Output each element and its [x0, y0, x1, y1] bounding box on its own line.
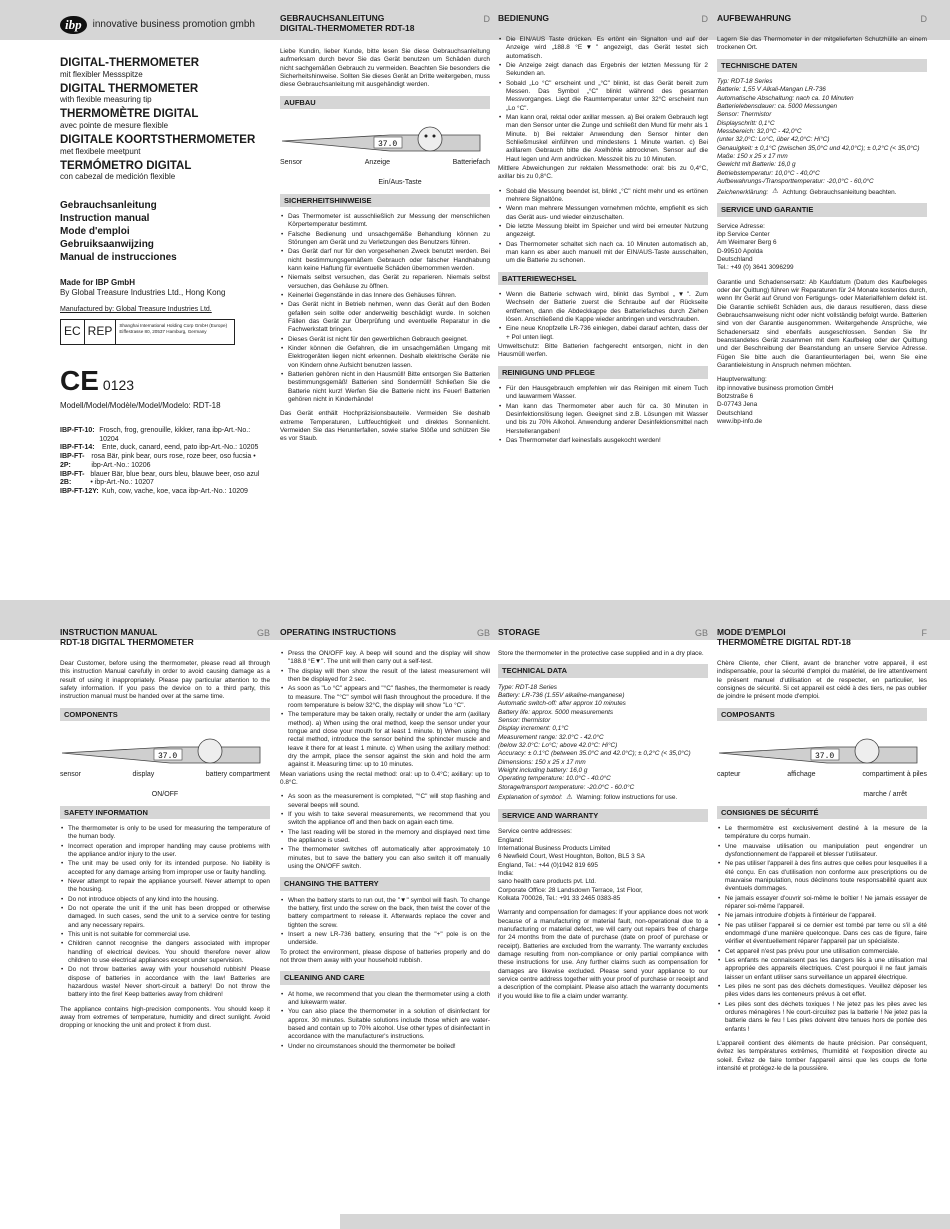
de-clean-item: • Für den Hausgebrauch empfehlen wir das Reinigen mit einem Tuch und lauwarmem Wasser. — [506, 385, 708, 402]
thermometer-diagram — [280, 115, 490, 175]
de-safety-item: • Batterien gehören nicht in den Hausmüll! Bitte entsorgen Sie Batterien bestimmungsgemäß! Batterien sind Sondermüll! Schließen Sie die Batterie nicht kurz! Werfen Sie die Batterie nicht ins Feuer! Batterien gehören nicht in Kinderhände! — [288, 371, 490, 404]
en-operation-item: • The temperature may be taken orally, rectally or under the arm (axillary method). a) When using the oral method, keep the sensor under your tongue and close your mouth for at least 1 minute. b) When using the rectal method, introduce the sensor behind the sphincter muscle and leave it there for at least 1 minute. c) When using the axillary method: dry the armpit, place the sensor against the skin and hold the arm against it. Measuring time: up to 10 minutes. — [288, 711, 490, 769]
en-safety-item: • Children cannot recognise the dangers associated with improper handling of electrical devices. You should therefore never allow children to use electrical appliances except under supervision. — [68, 940, 270, 965]
en-safety-item: • Do not operate the unit if the unit has been dropped or otherwise damaged. In such cases, send the unit to a service centre for testing and any necessary repairs. — [68, 905, 270, 930]
en-operation-item: • Press the ON/OFF key. A beep will sound and the display will show "188.8 °E▼". The unit will then carry out a self-test. — [288, 650, 490, 667]
en-safety-item: • The thermometer is only to be used for measuring the temperature of the human body. — [68, 825, 270, 842]
lang-letter: GB — [256, 628, 270, 638]
de-hq-line: Botzstraße 6 — [717, 392, 754, 400]
de-tech-line: Genauigkeit: ± 0,1°C (zwischen 35,0°C und 42,0°C); ± 0,2°C (< 35,0°C) — [717, 144, 920, 152]
en-service-line: Corporate Office: 28 Landsdown Terrace, 1st Floor, — [498, 886, 643, 894]
de-bedienung-title: BEDIENUNG — [498, 13, 550, 23]
en-store: Store the thermometer in the protective case supplied and in a dry place. — [498, 650, 704, 657]
lang-letter: D — [483, 14, 490, 24]
de-service-line: D-99510 Apolda — [717, 247, 763, 255]
model-row — [60, 488, 260, 497]
de-battery-item: • Eine neue Knopfzelle LR-736 einlegen, dabei darauf achten, dass der + Pol unten liegt. — [506, 325, 708, 342]
en-tech-line: Operating temperature: 10.0°C - 40.0°C — [498, 775, 611, 783]
de-tech-line: Betriebstemperatur: 10,0°C - 40,0°C — [717, 169, 820, 177]
en-clean-heading: CLEANING AND CARE — [280, 971, 490, 984]
model-code: IBP-FT-12Y: — [60, 488, 99, 496]
en-operation-item: • If you wish to take several measurements, we recommend that you switch the appliance off and then back on again each time. — [288, 811, 490, 828]
en-service-line: International Business Products Limited — [498, 844, 611, 852]
de-tech-line: Automatische Abschaltung: nach ca. 10 Minuten — [717, 94, 854, 102]
de-safety-item: • Falsche Bedienung und unsachgemäße Behandlung können zu Störungen am Gerät und zu Verletzungen des Benutzers führen. — [288, 231, 490, 248]
manual-language: Instruction manual — [60, 213, 150, 225]
brand-logo — [60, 16, 255, 34]
en-tech-line: Weight including battery: 16,0 g — [498, 766, 588, 774]
fr-safety-item: • Le thermomètre est exclusivement destiné à la mesure de la température du corps humain. — [725, 825, 927, 842]
en-service-line: Service centre addresses: — [498, 828, 572, 836]
en-tech-line: Storage/transport temperature: -20.0°C - 60.0°C — [498, 783, 635, 791]
fr-title: MODE D'EMPLOI THERMOMÈTRE DIGITAL RDT-18 — [717, 627, 851, 647]
de-operation-item: • Die letzte Messung bleibt im Speicher und wird bei erneuter Nutzung angezeigt. — [506, 223, 708, 240]
fr-safety-item: • Ne pas utiliser l'appareil à des fins autres que celles pour lesquelles il a été conçu. En cas d'utilisation non conforme aux prescriptions ou de mauvaise manipulation, nous déclinons toute responsabilité quant aux éventuels dommages. — [725, 860, 927, 893]
fr-safety-item: • Cet appareil n'est pas prévu pour une utilisation commerciale. — [725, 948, 927, 956]
subtitle-line: avec pointe de mesure flexible — [60, 120, 169, 130]
de-hq-line: Hauptverwaltung: — [717, 376, 767, 384]
label-display: affichage — [787, 770, 816, 778]
en-title: INSTRUCTION MANUAL RDT-18 DIGITAL THERMOMETER — [60, 627, 194, 647]
subtitle-line: con cabezal de medición flexible — [60, 172, 176, 182]
de-safety-item: • Kinder können die Gefahren, die im unsachgemäßen Umgang mit Elektrogeräten liegen nicht erkennen. Deshalb elektrische Geräte nie von Kindern ohne Aufsicht benutzen lassen. — [288, 345, 490, 370]
label-battery: Batteriefach — [452, 158, 490, 166]
de-tech-line: Aufbewahrungs-/Transporttemperatur: -20,0°C - 60,0°C — [717, 177, 874, 185]
label-display: Anzeige — [364, 158, 391, 166]
warning-icon: ⚠ — [772, 188, 779, 196]
en-operation-item: • The thermometer switches off automatically after approximately 10 minutes, but to save the battery you can also switch it off manually using the ON/OFF switch. — [288, 846, 490, 871]
de-intro: Liebe Kundin, lieber Kunde, bitte lesen Sie diese Gebrauchsanleitung aufmerksam durch bevor Sie das Gerät benutzen um Schäden durch nicht sachgemäßen Gebrauch zu vermeiden. Beachten Sie besonders die Sicherheitshinweise. Sollten Sie dieses Gerät an Dritte weitergeben, muss diese Gebrauchsanleitung mit ausgehändigt werden. — [280, 48, 490, 89]
en-tech-line: Display increment: 0,1°C — [498, 725, 569, 733]
en-tech-line: Dimensions: 150 x 25 x 17 mm — [498, 758, 586, 766]
de-safety-heading: SICHERHEITSHINWEISE — [280, 194, 490, 207]
display-readout: 37.0 — [158, 752, 178, 762]
en-service-line: 6 Newfield Court, West Houghton, Bolton, BL5 3 SA — [498, 853, 645, 861]
subtitle-line: mit flexibler Messspitze — [60, 69, 143, 79]
de-col-2 — [280, 14, 490, 444]
de-aufbau-heading: AUFBAU — [280, 96, 490, 109]
lang-letter: GB — [694, 628, 708, 638]
bottom-band — [340, 1214, 950, 1229]
title-line: DIGITALE KOORTSTHERMOMETER — [60, 133, 256, 146]
de-safety-item: • Niemals selbst versuchen, das Gerät zu reparieren. Niemals selbst versuchen, das Gehäuse zu öffnen. — [288, 274, 490, 291]
de-tech-line: (unter 32,0°C: Lo°C, über 42,0°C: Hi°C) — [717, 136, 830, 144]
en-col-1 — [60, 628, 270, 1031]
fr-safety-item: • Une mauvaise utilisation ou manipulation peut engendrer un dysfonctionnement de l'appareil et blesser l'utilisateur. — [725, 843, 927, 860]
en-service-line: England, Tel.: +44 (0)1942 819 695 — [498, 861, 598, 869]
de-env: Umweltschutz: Bitte Batterien fachgerecht entsorgen, nicht in den Hausmüll werfen. — [498, 342, 708, 359]
en-service-line: Kolkata 700026, Tel.: +91 33 2465 0383-85 — [498, 894, 621, 902]
de-service-line: Am Weimarer Berg 6 — [717, 239, 777, 247]
de-outro: Das Gerät enthält Hochpräzisionsbauteile. Vermeiden Sie deshalb extreme Temperaturen, Luftfeuchtigkeit und direktes Sonnenlicht. Vermeiden Sie das Herunterfallen, sowie starke Stöße und schützen Sie es vor Staub. — [280, 410, 490, 443]
de-safety-item: • Das Thermometer ist ausschließlich zur Messung der menschlichen Körpertemperatur bestimmt. — [288, 213, 490, 230]
label-display: display — [132, 770, 155, 778]
display-readout: 37.0 — [378, 140, 398, 150]
en-service-line: England: — [498, 836, 524, 844]
de-operation-item: • Man kann oral, rektal oder axillar messen. a) Bei oralem Gebrauch legt man den Sensor unter die Zunge und schließt den Mund für mehr als 1 Minute. b) Bei rektaler Anwendung den Sensor hinter den Schließmuskel einführen und mindestens 1 Minute warten. c) Bei axillarem Gebrauch bitte die Axelhöhle abtrocknen. Sensor auf die Haut legen und Arm andrücken. Messzeit bis zu 10 Minuten. — [506, 114, 708, 164]
title-line: DIGITAL-THERMOMETER — [60, 57, 200, 69]
de-tech-line: Displayschritt: 0,1°C — [717, 119, 775, 127]
fr-safety-item: • Ne jamais essayer d'ouvrir soi-même le boîtier ! Ne jamais essayer de réparer soi-même l'appareil. — [725, 895, 927, 912]
de-hq-line: www.ibp-info.de — [717, 417, 763, 425]
ec-rep-address: Shanghai International Holding Corp GmbH (Europe) Eiffestrasse 80, 20537 Hamburg, Germany — [119, 322, 228, 334]
de-storage-title: AUFBEWAHRUNG — [717, 13, 792, 23]
label-onoff: ON/OFF — [151, 791, 179, 799]
en-safety-item: • Never attempt to repair the appliance yourself. Never attempt to open the housing. — [68, 878, 270, 895]
de-clean-item: • Man kann das Thermometer aber auch für ca. 30 Minuten in Desinfektionslösung legen. Geeignet sind z.B. Lösungen mit Wasser und bis zu 70% Alkohol. Anwendung anderer Desinfektionsmittel nach Herstellerangaben! — [506, 403, 708, 436]
fr-col — [717, 628, 927, 1073]
en-safety-heading: SAFETY INFORMATION — [60, 806, 270, 819]
en-battery-item: • When the battery starts to run out, the "▼" symbol will flash. To change the battery, first undo the screw on the back, then twist the cover of the battery compartment to release it. Afterwards replace the cover and tighten the screw. — [288, 897, 490, 930]
ec-rep-box — [60, 319, 235, 345]
thermometer-diagram — [60, 727, 270, 787]
de-operation-item: • Sobald „Lo °C" erscheint und „°C" blinkt, ist das Gerät bereit zum Messen. Das Symbol „°C" blinkt während des gesamten Messvorganges. Liegt die Raumtemperatur unter 32°C erscheint nun „Lo °C". — [506, 80, 708, 113]
ec-label: EC — [61, 320, 85, 344]
de-service-line: Service Adresse: — [717, 222, 765, 230]
fr-safety-heading: CONSIGNES DE SÉCURITÉ — [717, 806, 927, 819]
en-intro: Dear Customer, before using the thermometer, please read all through this instruction Manual carefully in order to avoid causing damage as a result of using it inappropriately. Please pay particular attention to the safety information. If you pass the device on to a third party, this instruction manual must be handed over at the same time. — [60, 660, 270, 701]
en-safety-item: • Incorrect operation and improper handling may cause problems with the appliance and/or injury to the user. — [68, 843, 270, 860]
de-safety-item: • Das Gerät nicht in Betrieb nehmen, wenn das Gerät auf den Boden gefallen sein sollte oder anderweitig beschädigt wurde. In solchen Fällen das Gerät zur Überprüfung und eventuelle Reparatur in die Fachwerkstatt bringen. — [288, 301, 490, 334]
made-for: Made for IBP GmbH — [60, 278, 135, 288]
de-achtung: Achtung: Gebrauchsanleitung beachten. — [782, 188, 897, 196]
label-battery: battery compartment — [205, 770, 270, 778]
de-tech-line: Batterielebensdauer: ca. 5000 Messungen — [717, 103, 838, 111]
thermometer-diagram — [717, 727, 927, 787]
en-tech-line: Sensor: thermistor — [498, 717, 551, 725]
manual-language: Manual de instrucciones — [60, 252, 177, 264]
de-safety-item: • Keinerlei Gegenstände in das Innere des Gehäuses führen. — [288, 292, 490, 300]
lang-letter: D — [701, 14, 708, 24]
model-desc: blauer Bär, blue bear, ours bleu, blauwe beer, oso azul • ibp-Art.-No.: 10207 — [90, 470, 260, 487]
model-row — [60, 471, 260, 489]
de-clean-item: • Das Thermometer darf keinesfalls ausgekocht werden! — [506, 437, 708, 445]
en-clean-item: • You can also place the thermometer in a solution of disinfectant for approx. 30 minutes. Suitable solutions include those which are water-based and contain up to 70% alcohol. Use other types of disinfectant in accordance with the manufacturer's instructions. — [288, 1008, 490, 1041]
de-safety-item: • Dieses Gerät ist nicht für den gewerblichen Gebrauch geeignet. — [288, 336, 490, 344]
de-operation-item: • Wenn man mehrere Messungen vornehmen möchte, empfiehlt es sich das Gerät aus- und wieder einzuschalten. — [506, 205, 708, 222]
de-garantie: Garantie und Schadensersatz: Ab Kaufdatum (Datum des Kaufbeleges oder der Quittung) führen wir Reparaturen für 24 Monate kostenlos durch, wenn Ihr Gerät auf Grund von Fertigungs- oder Materialfehlern defekt ist. Die Garantie schließt Schäden aus, die daraus resultieren, dass diese Gebrauchsanweisung nicht oder nicht vollständig befolgt wurde. Batterien sind von der Garantie ausgenommen. Weitergehende Ansprüche, wie Schadenersatz sind ebenfalls ausgeschlossen. Senden Sie Ihr beanstandetes Gerät zusammen mit dem Kaufbeleg oder der Quittung und der Beschreibung der Beanstandung an unsere Service Adresse. Fügen Sie bitte auch die Garantieunterlagen bei, wenn Sie eine Garantieleistung in Anspruch nehmen möchten. — [717, 278, 927, 369]
fr-safety-item: • Les piles ne sont pas des déchets domestiques. Veuillez déposer les piles vides dans les conteneurs prévus à cet effet. — [725, 983, 927, 1000]
label-onoff: marche / arrêt — [863, 791, 907, 799]
en-storage-title: STORAGE — [498, 627, 540, 637]
subtitle-line: with flexible measuring tip — [60, 95, 152, 105]
de-operation-item: • Die EIN/AUS Taste drücken. Es ertönt ein Signalton und auf der Anzeige wird „188.8 °E▼" angezeigt, das Gerät testet sich automatisch. — [506, 36, 708, 61]
lang-letter: F — [921, 628, 927, 638]
de-service-line: Deutschland — [717, 255, 753, 263]
rep-label: REP — [85, 320, 117, 344]
made-by: By Global Treasure Industries Ltd., Hong Kong — [60, 288, 226, 298]
en-col-3 — [498, 628, 708, 1001]
fr-outro: L'appareil contient des éléments de haute précision. Par conséquent, évitez les températures extrêmes, l'humidité et l'exposition directe au soleil. Évitez de faire tomber l'appareil ainsi que les coups de forte intensité et protégez-le de la poussière. — [717, 1040, 927, 1072]
de-battery-item: • Wenn die Batterie schwach wird, blinkt das Symbol „▼". Zum Wechseln der Batterie zuerst die Schraube auf der Rückseite entfernen, dann die Abdeckkappe des Batteriefaches durch Ziehen lösen. Anschließend die Kappe wieder anbringen und verschrauben. — [506, 291, 708, 324]
model-desc: Frosch, frog, grenouille, kikker, rana ibp-Art.-No.: 10204 — [99, 426, 251, 443]
en-operation-item: • As soon as the measurement is completed, "°C" will stop flashing and several beeps will sound. — [288, 793, 490, 810]
en-mid: Mean variations using the rectal method: oral: up to 0.4°C; axillary: up to 0.8°C. — [280, 770, 490, 786]
de-operation-item: • Die Anzeige zeigt danach das Ergebnis der letzten Messung für 2 Sekunden an. — [506, 62, 708, 79]
de-service-line: ibp Service Center — [717, 230, 770, 238]
lang-letter: GB — [476, 628, 490, 638]
manual-language: Gebruiksaanwijzing — [60, 239, 154, 251]
de-mid: Mittlere Abweichungen zur rektalen Messmethode: oral: bis zu 0,4°C, axillar bis zu 0,8°C. — [498, 164, 708, 181]
en-tech-line: Automatic switch-off: after approx 10 minutes — [498, 700, 626, 708]
subtitle-line: met flexibele meetpunt — [60, 146, 141, 156]
en-outro: The appliance contains high-precision components. You should keep it away from extremes of temperature, humidity and direct sunlight. Avoid dropping or knocking the unit and protect it from dust. — [60, 1005, 270, 1030]
fr-components-heading: COMPOSANTS — [717, 708, 927, 721]
en-env: To protect the environment, please dispose of batteries properly and do not throw them away with your household rubbish. — [280, 948, 490, 964]
de-batt-heading: BATTERIEWECHSEL — [498, 272, 708, 285]
de-tech-line: Gewicht mit Batterie: 16,0 g — [717, 161, 796, 169]
manufactured-by: Manufactured by: Global Treasure Industries Ltd. — [60, 306, 212, 314]
fr-safety-item: • Ne jamais introduire d'objets à l'intérieur de l'appareil. — [725, 912, 927, 920]
en-safety-item: • The unit may be used only for its intended purpose. No liability is accepted for any damage arising from improper use or faulty handling. — [68, 860, 270, 877]
de-col-4 — [717, 14, 927, 426]
label-sensor: Sensor — [280, 158, 303, 166]
de-hq-line: D-07743 Jena — [717, 401, 758, 409]
de-tech-line: Typ: RDT-18 Series — [717, 78, 773, 86]
label-sensor: sensor — [60, 770, 82, 778]
de-store: Lagern Sie das Thermometer in der mitgelieferten Schutzhülle an einem trockenen Ort. — [717, 36, 927, 52]
ce-number: 0123 — [102, 377, 135, 394]
manual-language: Mode d'emploi — [60, 226, 130, 238]
en-tech-line: Battery: LR-736 (1.55V alkaline-manganese) — [498, 692, 625, 700]
cover-panel — [60, 57, 260, 497]
en-clean-item: • At home, we recommend that you clean the thermometer using a cloth and lukewarm water. — [288, 991, 490, 1008]
ibp-logo: ibp — [60, 16, 87, 34]
en-safety-item: • This unit is not suitable for commercial use. — [68, 931, 270, 939]
en-components-heading: COMPONENTS — [60, 708, 270, 721]
model-code: IBP-FT-2P: — [60, 453, 85, 469]
en-clean-item: • Under no circumstances should the thermometer be boiled! — [288, 1043, 490, 1051]
title-line: THERMOMÈTRE DIGITAL — [60, 108, 199, 121]
en-zeichen: Explanation of symbol: — [498, 794, 563, 802]
de-tech-line: Batterie: 1,55 V Alkali-Mangan LR-736 — [717, 86, 826, 94]
en-tech-line: Battery life: approx. 5000 measurements — [498, 708, 614, 716]
title-line: TERMÓMETRO DIGITAL — [60, 159, 192, 172]
model-desc: rosa Bär, pink bear, ours rose, roze beer, oso fucsia • ibp-Art.-No.: 10206 — [91, 453, 256, 469]
model-row — [60, 453, 260, 471]
en-batt-heading: CHANGING THE BATTERY — [280, 877, 490, 890]
en-achtung: Warning: follow instructions for use. — [576, 794, 678, 802]
fr-safety-item: • Ne pas utiliser l'appareil si ce dernier est tombé par terre ou s'il a été endommagé d'une manière quelconque. Dans ces cas de figure, faire vérifier et éventuellement réparer l'appareil par un spécialiste. — [725, 922, 927, 947]
ce-mark: CE — [60, 364, 99, 396]
model-code: IBP-FT-14: — [60, 444, 95, 452]
de-zeichen: Zeichenerklärung: — [717, 188, 769, 196]
lang-letter: D — [920, 14, 927, 24]
label-battery: compartiment à piles — [862, 770, 927, 778]
de-clean-heading: REINIGUNG UND PFLEGE — [498, 366, 708, 379]
en-tech-line: Measurement range: 32.0°C - 42.0°C — [498, 733, 604, 741]
fr-intro: Chère Cliente, cher Client, avant de brancher votre appareil, il est indispensable, pour la sécurité d'emploi du matériel, de lire attentivement le présent manuel d'utilisation et de respecter, en particulier, les consignes de sécurité. Si cet appareil est cédé à des tiers, ne pas oublier de joindre le présent mode d'emploi. — [717, 660, 927, 701]
de-safety-item: • Das Gerät darf nur für den vorgesehenen Zweck benutzt werden. Bei nicht bestimmungsgemäßem Gebrauch oder falscher Handhabung kann keine Haftung für eventuelle Schäden übernommen werden. — [288, 248, 490, 273]
model-row — [60, 444, 260, 453]
fr-safety-item: • Les enfants ne connaissent pas les dangers liés à une utilisation mal appropriée des appareils électriques. C'est pourquoi il ne faut jamais laisser un enfant utiliser sans surveillance un appareil électrique. — [725, 957, 927, 982]
model-desc: Ente, duck, canard, eend, pato ibp-Art.-No.: 10205 — [102, 444, 259, 452]
en-service-line: India: — [498, 869, 514, 877]
de-service-heading: SERVICE UND GARANTIE — [717, 203, 927, 216]
en-service-heading: SERVICE AND WARRANTY — [498, 809, 708, 822]
model-code: IBP-FT-2B: — [60, 470, 85, 487]
en-operating-title: OPERATING INSTRUCTIONS — [280, 627, 397, 637]
de-tech-line: Maße: 150 x 25 x 17 mm — [717, 152, 788, 160]
model-desc: Kuh, cow, vache, koe, vaca ibp-Art.-No.: 10209 — [102, 488, 248, 496]
title-line: DIGITAL THERMOMETER — [60, 82, 199, 95]
en-tech-line: Type: RDT-18 Series — [498, 683, 557, 691]
warning-icon: ⚠ — [566, 793, 573, 801]
en-safety-item: • Do not introduce objects of any kind into the housing. — [68, 896, 270, 904]
en-tech-heading: TECHNICAL DATA — [498, 664, 708, 677]
fr-safety-item: • Les piles sont des déchets toxiques ! Ne jetez pas les piles avec les ordures ménagères ! Ne court-circuitez pas la batterie ! Ne jetez pas la batterie dans le feu ! Les piles doivent être tenues hors de portée des enfants ! — [725, 1001, 927, 1034]
de-operation-item: • Sobald die Messung beendet ist, blinkt „°C" nicht mehr und es ertönen mehrere Signaltöne. — [506, 188, 708, 205]
de-tech-line: Messbereich: 32,0°C - 42,0°C — [717, 128, 802, 135]
en-operation-item: • The last reading will be stored in the memory and displayed next time the appliance is used. — [288, 829, 490, 846]
display-readout: 37.0 — [815, 752, 835, 762]
manual-language: Gebrauchsanleitung — [60, 200, 157, 212]
de-tech-line: Sensor: Thermistor — [717, 111, 772, 119]
model-line: Modell/Model/Modèle/Model/Modelo: RDT-18 — [60, 400, 221, 410]
model-row — [60, 427, 260, 445]
en-service-line: sano health care products pvt. Ltd. — [498, 878, 597, 886]
de-hq-line: Deutschland — [717, 409, 753, 417]
en-tech-line: (below 32.0°C: Lo°C; above 42.0°C: Hi°C) — [498, 742, 618, 749]
de-service-line: Tel.: +49 (0) 3641 3096299 — [717, 264, 794, 272]
label-sensor: capteur — [717, 770, 741, 778]
de-tech-heading: TECHNISCHE DATEN — [717, 59, 927, 72]
brand-tagline: innovative business promotion gmbh — [92, 18, 255, 30]
de-hq-line: ibp innovative business promotion GmbH — [717, 384, 834, 392]
en-col-2 — [280, 628, 490, 1052]
model-code: IBP-FT-10: — [60, 426, 95, 434]
de-title: GEBRAUCHSANLEITUNG DIGITAL-THERMOMETER RDT-18 — [280, 13, 415, 33]
en-safety-item: • Do not throw batteries away with your household rubbish! Please dispose of batteries in accordance with the law! Batteries are hazardous waste! Never short-circuit a battery! Do not throw the battery into the fire! Keep batteries away from children! — [68, 966, 270, 999]
en-operation-item: • As soon as "Lo °C" appears and "°C" flashes, the thermometer is ready to measure. The "°C" symbol will flash throughout the procedure. If the room temperature is below 32°C, the display will show "Lo °C". — [288, 685, 490, 710]
en-battery-item: • Insert a new LR-736 battery, ensuring that the "+" pole is on the underside. — [288, 931, 490, 948]
en-operation-item: • The display will then show the result of the latest measurement will then be displayed for 2 sec. — [288, 668, 490, 685]
de-operation-item: • Das Thermometer schaltet sich nach ca. 10 Minuten automatisch ab, man kann es aber auch manuell mit der EIN/AUS-Taste ausschalten, um die Batterie zu schonen. — [506, 241, 708, 266]
en-tech-line: Accuracy: ± 0.1°C (between 35.0°C and 42.0°C); ± 0,2°C (< 35,0°C) — [498, 750, 691, 758]
de-col-3 — [498, 14, 708, 446]
label-onoff: Ein/Aus-Taste — [378, 179, 422, 187]
en-warranty: Warranty and compensation for damages: If your appliance does not work because of a manufacturing or material fault, non-operational due to a manufacturing or material defect, we will carry out repairs free of charge for 24 months from the date of purchase (date on proof of purchase or receipt). Batteries are excluded from the warranty. The warranty excludes damage resulting from non-compliance or only partial compliance with these instructions for use. Any further claims such as compensation for damages are likewise excluded. Please send your appliance to our service centre address together with your proof of purchase or receipt and a description of the complaint. Please also attach the warranty documents if you would like to file a claim under warranty. — [498, 909, 708, 1000]
